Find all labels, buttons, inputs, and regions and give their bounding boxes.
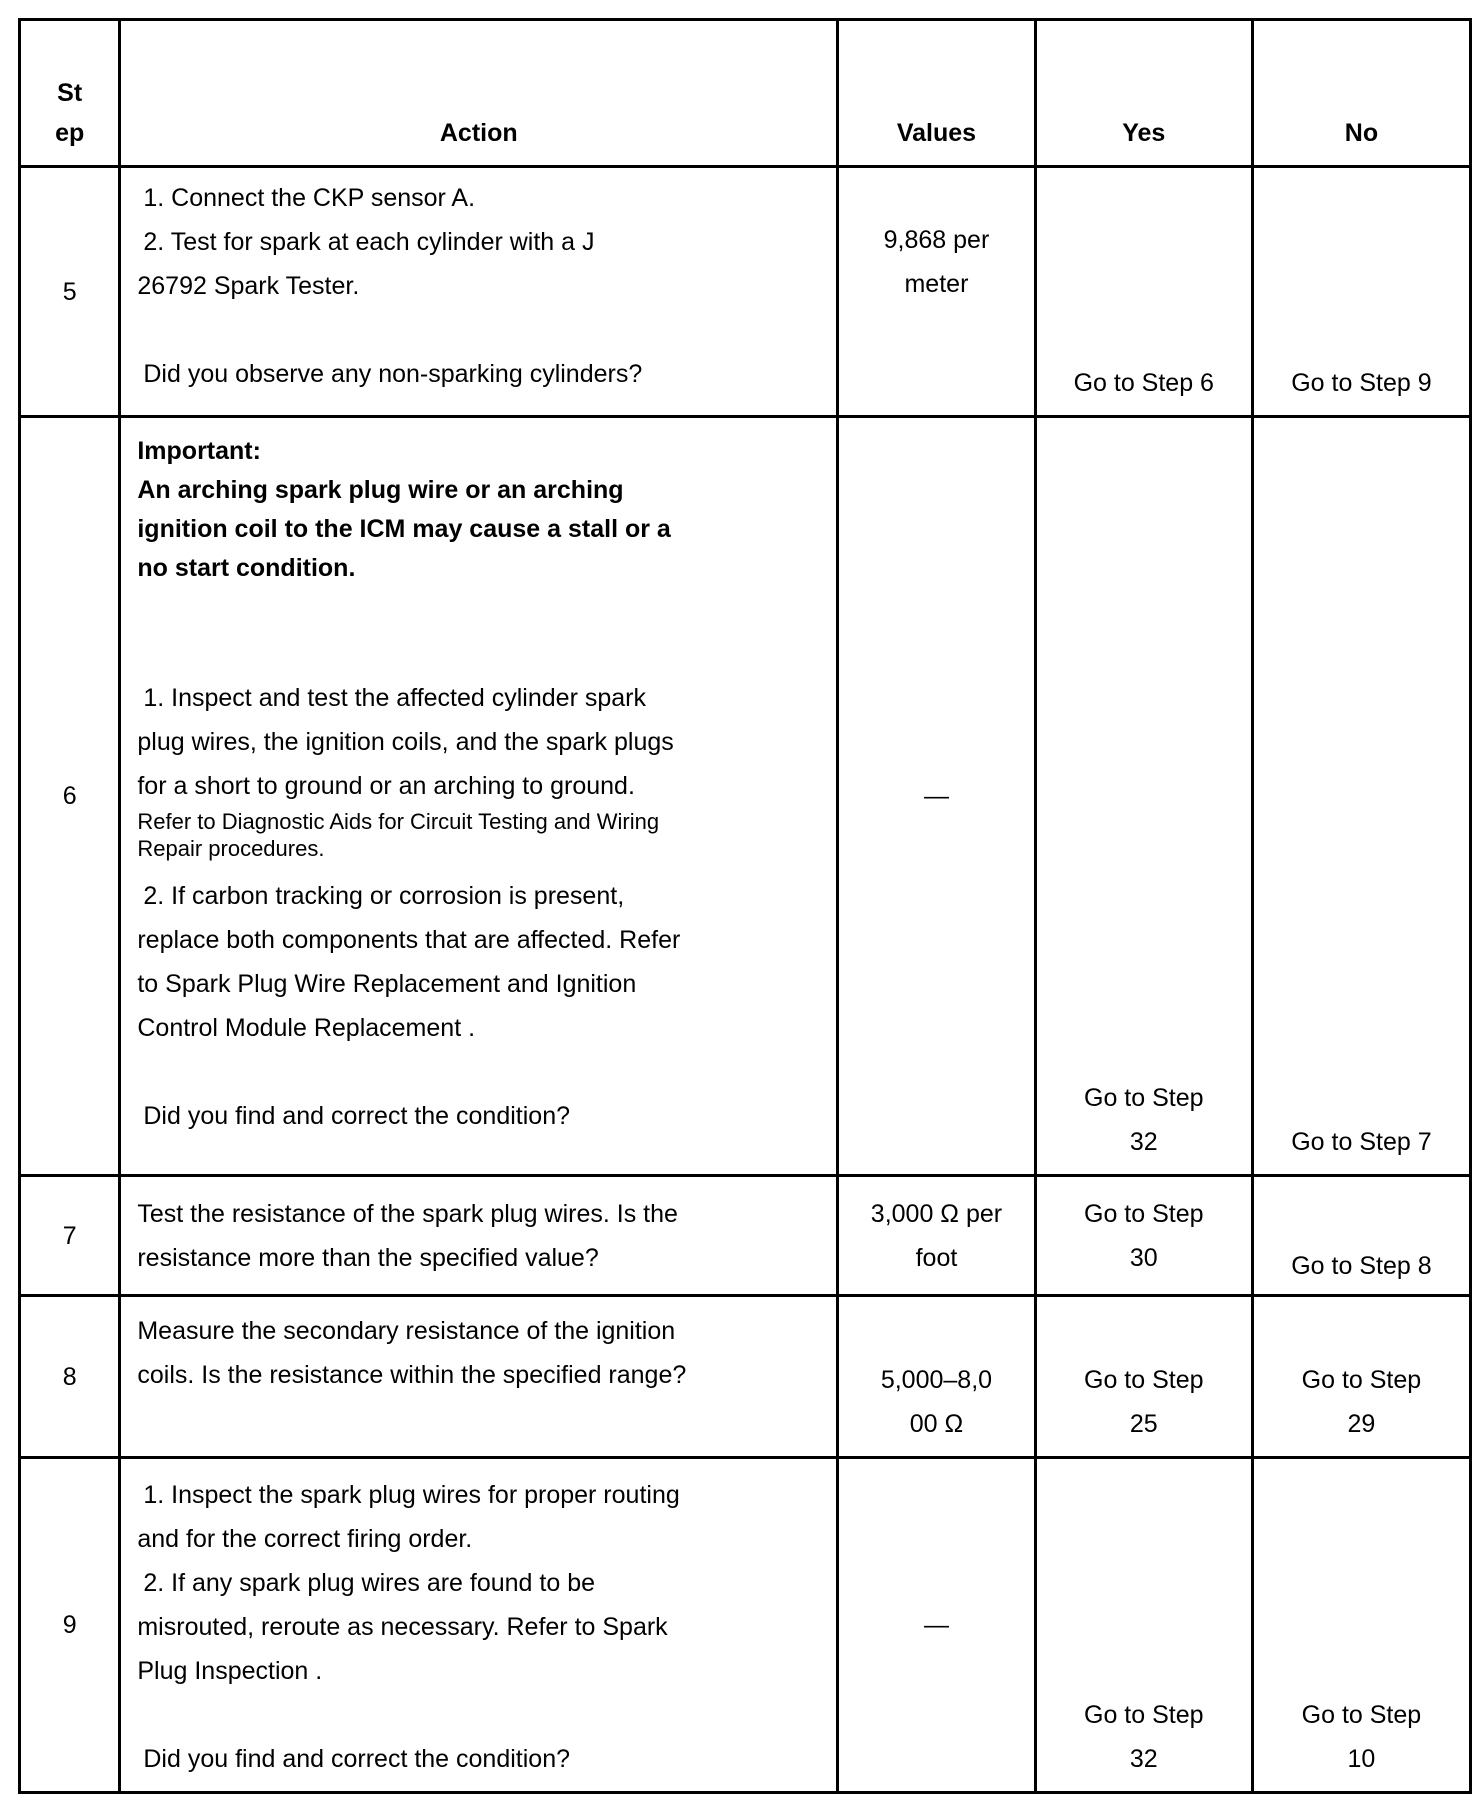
yes-cell: Go to Step 25 bbox=[1035, 1296, 1252, 1458]
step-number: 7 bbox=[20, 1176, 120, 1296]
no-cell: Go to Step 9 bbox=[1252, 167, 1470, 417]
step-number: 8 bbox=[20, 1296, 120, 1458]
step-number: 6 bbox=[20, 417, 120, 1176]
no-cell: Go to Step 29 bbox=[1252, 1296, 1470, 1458]
header-yes: Yes bbox=[1035, 20, 1252, 167]
action-cell: Important: An arching spark plug wire or an arching ignition coil to the ICM may cause a stall or a no start condition. 1. Inspect and test the affected cylinder spark plug wires, the ignition coils, and the spark plugs for a short to ground or an arching to ground. Refer to Diagnostic Aids for Circuit Testing and Wiring Repair procedures. 2. If carbon tracking or corrosion is present, replace both components that are affected. Refer to Spark Plug Wire Replacement and Ignition Control Module Replacement . Did you find and correct the condition? bbox=[120, 417, 838, 1176]
table-row-step-6 bbox=[20, 417, 1471, 1176]
header-values: Values bbox=[838, 20, 1036, 167]
yes-cell: Go to Step 32 bbox=[1035, 417, 1252, 1176]
note-text: Refer to Diagnostic Aids for Circuit Testing and Wiring bbox=[137, 809, 660, 834]
value-cell: 9,868 per meter bbox=[838, 167, 1036, 417]
table-row-step-9 bbox=[20, 1458, 1471, 1793]
action-cell: Test the resistance of the spark plug wires. Is the resistance more than the specified value? bbox=[120, 1176, 838, 1296]
yes-cell: Go to Step 6 bbox=[1035, 167, 1252, 417]
header-action: Action bbox=[120, 20, 838, 167]
step-number: 5 bbox=[20, 167, 120, 417]
table-row-step-5 bbox=[20, 167, 1471, 417]
yes-cell: Go to Step 32 bbox=[1035, 1458, 1252, 1793]
value-cell: 5,000–8,0 00 Ω bbox=[838, 1296, 1036, 1458]
value-cell: 3,000 Ω per foot bbox=[838, 1176, 1036, 1296]
header-no: No bbox=[1252, 20, 1470, 167]
question-text: Did you observe any non-sparking cylinders? bbox=[143, 360, 643, 388]
question-text: Did you find and correct the condition? bbox=[143, 1102, 571, 1130]
table-row-step-8 bbox=[20, 1296, 1471, 1458]
action-cell: 1. Connect the CKP sensor A. 2. Test for spark at each cylinder with a J 26792 Spark Tester. Did you observe any non-sparking cylinders? bbox=[120, 167, 838, 417]
step-number: 9 bbox=[20, 1458, 120, 1793]
important-label: Important: bbox=[137, 437, 261, 465]
value-cell: — bbox=[838, 417, 1036, 1176]
yes-cell: Go to Step 30 bbox=[1035, 1176, 1252, 1296]
no-cell: Go to Step 8 bbox=[1252, 1176, 1470, 1296]
header-row bbox=[20, 20, 1471, 167]
value-cell: — bbox=[838, 1458, 1036, 1793]
no-cell: Go to Step 10 bbox=[1252, 1458, 1470, 1793]
question-text: Did you find and correct the condition? bbox=[143, 1745, 571, 1773]
diagnostic-table bbox=[18, 18, 1472, 1794]
header-step: St ep bbox=[20, 20, 120, 167]
table-row-step-7 bbox=[20, 1176, 1471, 1296]
no-cell: Go to Step 7 bbox=[1252, 417, 1470, 1176]
action-cell: 1. Inspect the spark plug wires for proper routing and for the correct firing order. 2. If any spark plug wires are found to be misrouted, reroute as necessary. Refer to Spark Plug Inspection . Did you find and correct the condition? bbox=[120, 1458, 838, 1793]
action-cell: Measure the secondary resistance of the ignition coils. Is the resistance within the specified range? bbox=[120, 1296, 838, 1458]
